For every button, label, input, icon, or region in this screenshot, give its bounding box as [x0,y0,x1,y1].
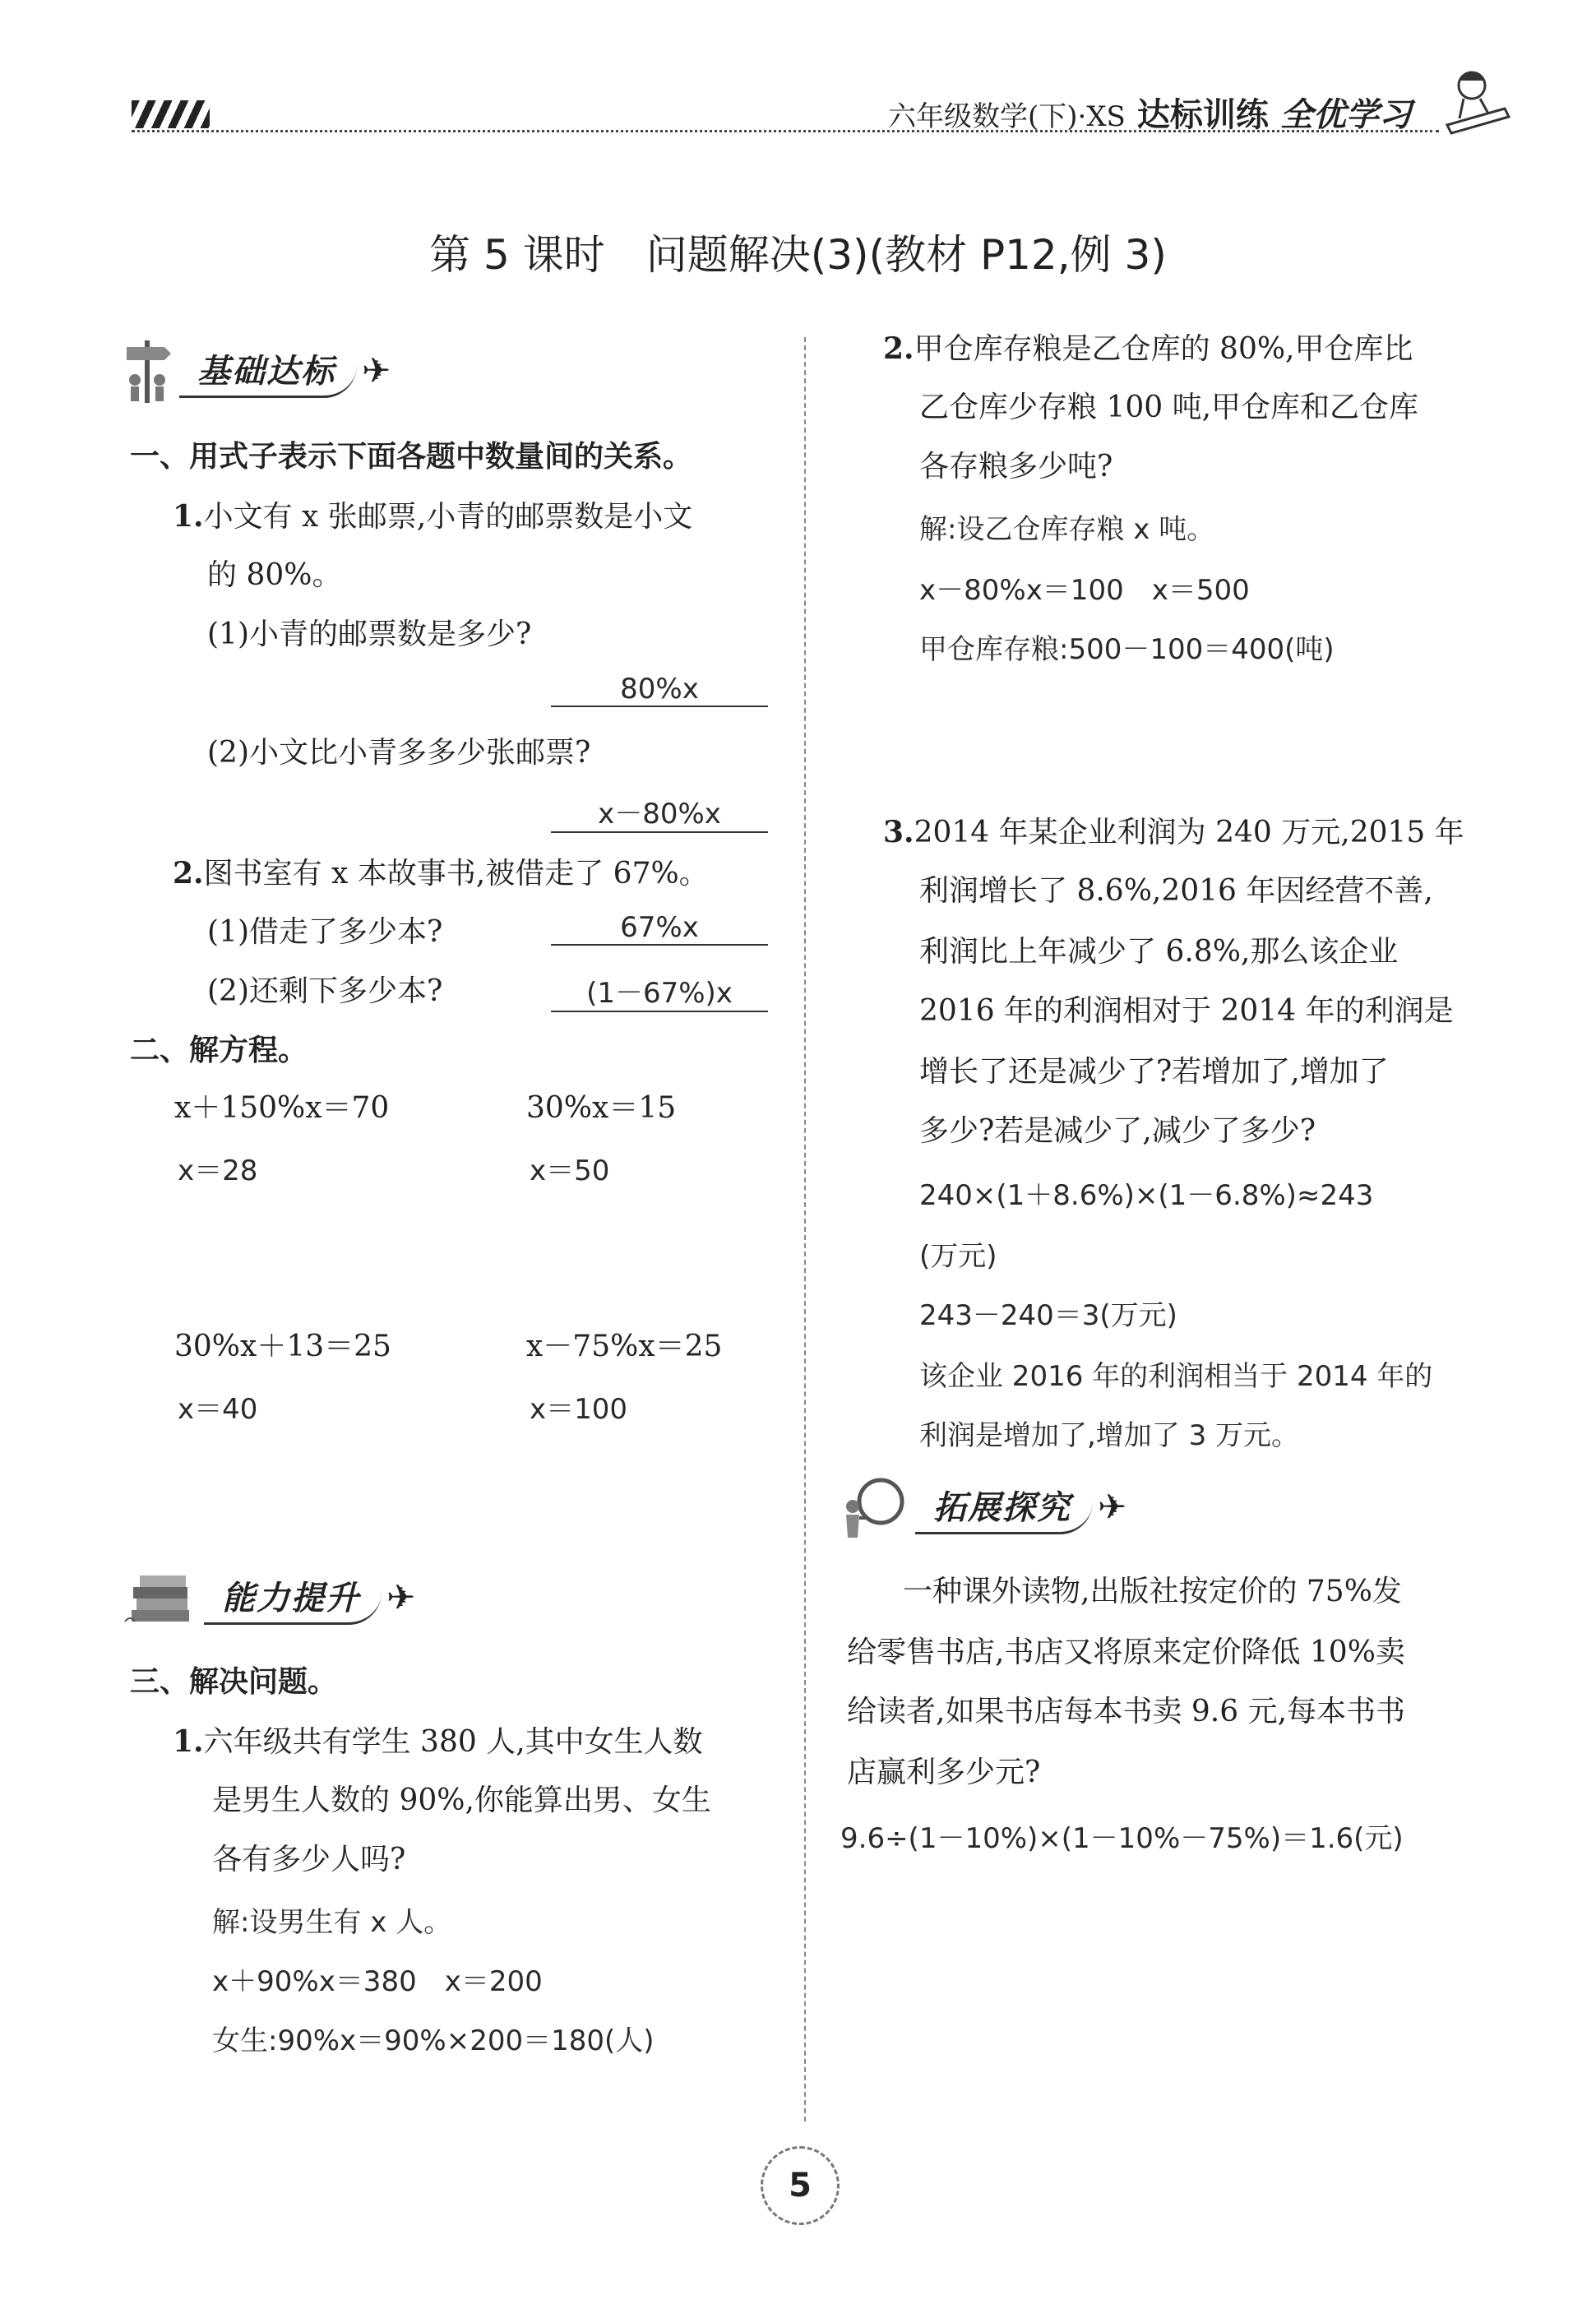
header-subtitle-group [888,89,1412,136]
r-q2-line3: 各存粮多少吨? [919,450,1113,483]
part1-heading: 一、用式子表示下面各题中数量间的关系。 [130,440,693,474]
equation-1-answer: x＝28 [178,1154,258,1187]
magnifier-person-icon [835,1472,909,1541]
column-divider [804,337,806,2121]
p1-q1-answer1: 80%x [551,673,768,707]
section-badge-ability [123,1562,415,1631]
question-text: 甲仓库存粮是乙仓库的 80%,甲仓库比 [914,332,1413,366]
student-reading-logo [1431,59,1521,141]
r-q3-solution4: 该企业 2016 年的利润相当于 2014 年的 [919,1360,1433,1393]
header-subtitle: 六年级数学(下)·XS [888,100,1126,133]
p3-q1-solution3: 女生:90%x＝90%×200＝180(人) [212,2024,655,2057]
equation-3-answer: x＝40 [178,1393,258,1426]
page-number: 5 [761,2146,840,2225]
lesson-title: 第 5 课时 问题解决(3)(教材 P12,例 3) [429,231,1167,279]
section-title-extend: 拓展探究 [915,1478,1093,1534]
signpost-icon [123,337,173,403]
p1-q2-line1 [173,854,709,894]
equation-2-answer: x＝50 [530,1154,610,1187]
part2-heading: 二、解方程。 [130,1034,308,1067]
r-q3-line3: 利润比上年减少了 6.8%,那么该企业 [919,935,1399,969]
question-number: 2. [883,331,914,366]
extend-line1: 一种课外读物,出版社按定价的 75%发 [903,1575,1402,1608]
equation-4: x－75%x＝25 [526,1330,723,1363]
r-q2-solution3: 甲仓库存粮:500－100＝400(吨) [919,633,1335,666]
question-text: 六年级共有学生 380 人,其中女生人数 [203,1725,703,1759]
section-title-basic: 基础达标 [179,342,357,398]
header-brand: 达标训练 [1136,95,1269,134]
r-q2-line1 [883,329,1413,369]
equation-1: x＋150%x＝70 [174,1091,390,1125]
p1-q1-line2: 的 80%。 [207,558,342,592]
r-q3-line4: 2016 年的利润相对于 2014 年的利润是 [919,994,1454,1028]
book-stack-icon [123,1564,197,1630]
logo-text: 全优学习 [1279,95,1412,134]
question-number: 1. [173,499,204,534]
extend-solution: 9.6÷(1－10%)×(1－10%－75%)＝1.6(元) [840,1822,1404,1855]
section-badge-extend [835,1472,1126,1541]
r-q3-line6: 多少?若是减少了,减少了多少? [919,1114,1316,1148]
section-badge-basic [123,335,391,405]
p3-q1-solution1: 解:设男生有 x 人。 [212,1906,452,1939]
p1-q1-sub1: (1)小青的邮票数是多少? [207,618,532,651]
header-stripes [132,100,210,128]
r-q3-line1 [883,812,1464,853]
equation-2: 30%x＝15 [526,1091,677,1125]
question-number: 2. [173,856,204,891]
r-q2-solution1: 解:设乙仓库存粮 x 吨。 [919,513,1215,546]
equation-4-answer: x＝100 [530,1393,628,1426]
question-number: 3. [883,815,914,849]
equation-3: 30%x＋13＝25 [174,1330,391,1363]
extend-line4: 店赢利多少元? [847,1756,1041,1789]
p1-q2-sub2: (2)还剩下多少本? [207,974,443,1008]
question-text: 2014 年某企业利润为 240 万元,2015 年 [914,816,1464,849]
r-q3-solution2: (万元) [919,1240,997,1273]
p1-q1-answer2: x－80%x [551,791,768,833]
airplane-icon: ✈ [1098,1486,1127,1527]
extend-line2: 给零售书店,书店又将原来定价降低 10%卖 [847,1636,1405,1669]
r-q3-solution1: 240×(1＋8.6%)×(1－6.8%)≈243 [919,1179,1374,1212]
airplane-icon: ✈ [386,1576,416,1617]
r-q3-line5: 增长了还是减少了?若增加了,增加了 [919,1055,1389,1089]
part3-heading: 三、解决问题。 [130,1665,338,1699]
question-text: 小文有 x 张邮票,小青的邮票数是小文 [203,500,693,534]
p1-q1-sub2: (2)小文比小青多多少张邮票? [207,736,591,770]
p1-q2-answer1: 67%x [551,911,768,946]
question-text: 图书室有 x 本故事书,被借走了 67%。 [203,857,709,891]
p3-q1-line3: 各有多少人吗? [212,1843,406,1876]
p3-q1-solution2: x＋90%x＝380 x＝200 [212,1965,543,1998]
p3-q1-line1 [173,1722,703,1762]
r-q2-line2: 乙仓库少存粮 100 吨,甲仓库和乙仓库 [919,391,1419,424]
p1-q2-sub1: (1)借走了多少本? [207,915,443,949]
p1-q2-answer2: (1－67%)x [551,970,768,1012]
section-title-ability: 能力提升 [204,1569,382,1625]
r-q3-solution5: 利润是增加了,增加了 3 万元。 [919,1419,1300,1452]
question-number: 1. [173,1724,204,1759]
airplane-icon: ✈ [362,349,391,391]
r-q3-line2: 利润增长了 8.6%,2016 年因经营不善, [919,874,1433,908]
r-q2-solution2: x－80%x＝100 x＝500 [919,574,1250,607]
p1-q1-line1 [173,497,692,537]
extend-line3: 给读者,如果书店每本书卖 9.6 元,每本书书 [847,1695,1406,1728]
r-q3-solution3: 243－240＝3(万元) [919,1299,1177,1332]
p3-q1-line2: 是男生人数的 90%,你能算出男、女生 [212,1784,711,1817]
